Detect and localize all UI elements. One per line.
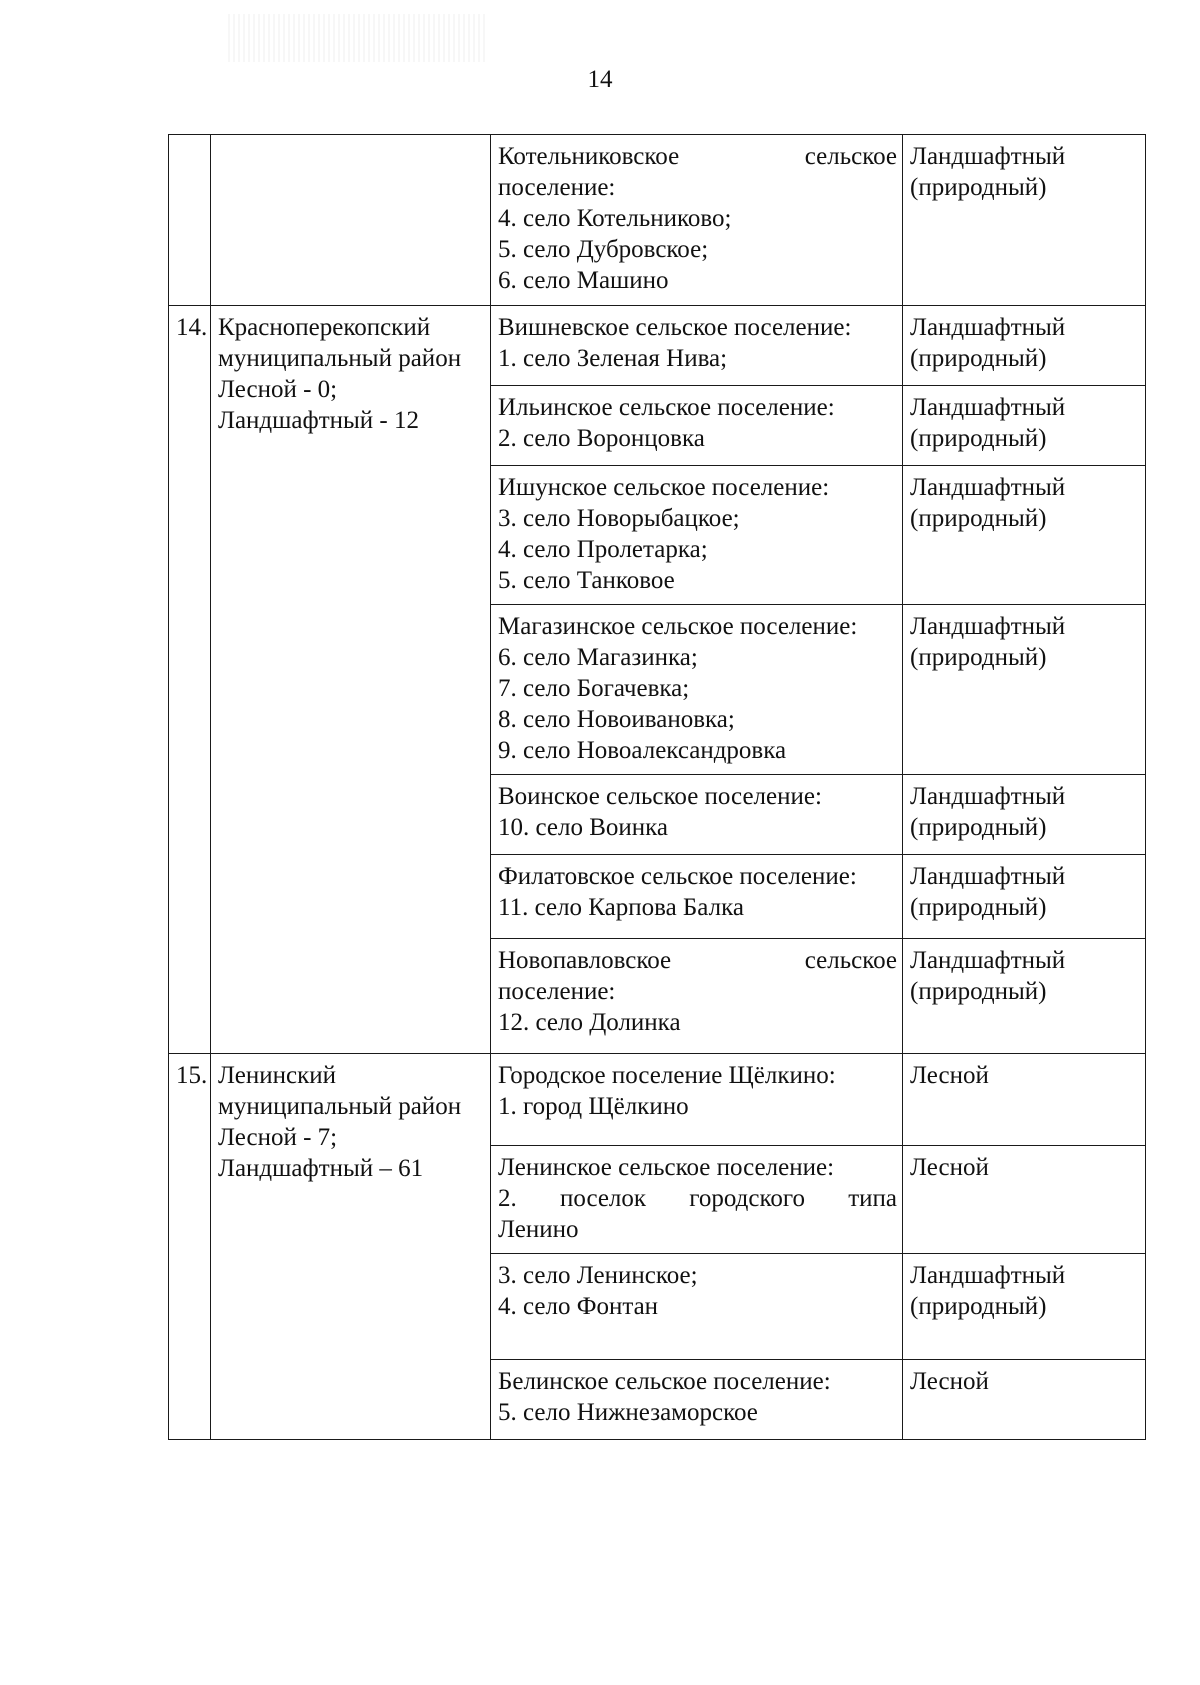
settlement-cell (491, 939, 903, 1054)
settlement-item: 6. село Магазинка; (498, 644, 698, 671)
type-cell (903, 135, 1146, 306)
settlement-head-cont: поселение: (498, 978, 616, 1005)
type-line: Ландшафтный (910, 474, 1066, 501)
settlement-head: Городское поселение Щёлкино: (498, 1062, 836, 1089)
settlement-head: Ишунское сельское поселение: (498, 474, 830, 501)
settlement-cell (491, 855, 903, 939)
settlement-item: 4. село Пролетарка; (498, 536, 708, 563)
row-number: 15. (169, 1054, 211, 1440)
settlement-item (498, 1183, 897, 1214)
settlement-head-cont: поселение: (498, 174, 616, 201)
district-line: Ленинский (218, 1062, 337, 1089)
settlement-cell (491, 306, 903, 386)
type-line: (природный) (910, 978, 1047, 1005)
district-line: Ландшафтный – 61 (218, 1155, 424, 1182)
settlement-item: 4. село Котельниково; (498, 205, 732, 232)
settlement-cell (491, 1146, 903, 1254)
district-line: муниципальный район (218, 1093, 462, 1120)
word: городского (689, 1185, 805, 1212)
settlement-item-cont: Ленино (498, 1216, 579, 1243)
settlement-cell (491, 775, 903, 855)
table-row (169, 135, 1146, 306)
settlement-head: Белинское сельское поселение: (498, 1368, 831, 1395)
type-cell (903, 466, 1146, 605)
word: 2. (498, 1185, 517, 1212)
type-cell (903, 1146, 1146, 1254)
type-cell (903, 1054, 1146, 1146)
type-line: Ландшафтный (910, 1262, 1066, 1289)
settlement-cell (491, 1360, 903, 1440)
settlement-item: 1. село Зеленая Нива; (498, 345, 728, 372)
settlement-cell (491, 135, 903, 306)
district-line: Красноперекопский (218, 314, 431, 341)
type-line: Ландшафтный (910, 613, 1066, 640)
type-line: (природный) (910, 505, 1047, 532)
word: Новопавловское (498, 947, 672, 974)
district-line: муниципальный район (218, 345, 462, 372)
row-number (169, 135, 211, 306)
word: сельское (804, 947, 897, 974)
type-cell (903, 605, 1146, 775)
word: сельское (804, 143, 897, 170)
type-cell (903, 306, 1146, 386)
settlement-item: 12. село Долинка (498, 1009, 681, 1036)
settlement-item: 11. село Карпова Балка (498, 894, 744, 921)
settlement-item: 3. село Ленинское; (498, 1262, 698, 1289)
type-line: Лесной (910, 1154, 989, 1181)
settlement-item: 6. село Машино (498, 267, 669, 294)
settlement-item: 5. село Нижнезаморское (498, 1399, 758, 1426)
type-line: Лесной (910, 1368, 989, 1395)
page-number: 14 (587, 66, 613, 93)
word: Котельниковское (498, 143, 680, 170)
settlement-head: Ильинское сельское поселение: (498, 394, 835, 421)
table-body (169, 135, 1146, 1440)
type-line: Ландшафтный (910, 783, 1066, 810)
type-line: (природный) (910, 814, 1047, 841)
type-line: Ландшафтный (910, 394, 1066, 421)
type-line: Ландшафтный (910, 143, 1066, 170)
type-line: (природный) (910, 425, 1047, 452)
type-line: (природный) (910, 1293, 1047, 1320)
district-cell (211, 306, 491, 1054)
word: поселок (559, 1185, 647, 1212)
settlement-cell (491, 1054, 903, 1146)
settlement-item: 1. город Щёлкино (498, 1093, 689, 1120)
type-cell (903, 855, 1146, 939)
settlement-item: 5. село Дубровское; (498, 236, 709, 263)
settlement-head: Магазинское сельское поселение: (498, 613, 858, 640)
district-cell (211, 1054, 491, 1440)
settlement-cell (491, 605, 903, 775)
settlements-table (168, 134, 1146, 1440)
type-cell (903, 386, 1146, 466)
type-line: (природный) (910, 174, 1047, 201)
district-line: Лесной - 7; (218, 1124, 338, 1151)
type-line: (природный) (910, 894, 1047, 921)
settlement-head: Воинское сельское поселение: (498, 783, 822, 810)
settlement-head (498, 945, 897, 976)
type-cell (903, 939, 1146, 1054)
type-line: (природный) (910, 345, 1047, 372)
table-row (169, 306, 1146, 386)
settlement-head (498, 141, 897, 172)
type-cell (903, 775, 1146, 855)
settlement-item: 7. село Богачевка; (498, 675, 690, 702)
table-row (169, 1054, 1146, 1146)
type-cell (903, 1254, 1146, 1360)
settlement-cell (491, 466, 903, 605)
settlement-item: 3. село Новорыбацкое; (498, 505, 740, 532)
district-line: Лесной - 0; (218, 376, 338, 403)
settlement-head: Вишневское сельское поселение: (498, 314, 852, 341)
settlement-item: 10. село Воинка (498, 814, 669, 841)
settlement-head: Ленинское сельское поселение: (498, 1154, 835, 1181)
word: типа (848, 1185, 897, 1212)
type-line: Ландшафтный (910, 947, 1066, 974)
settlement-item: 2. село Воронцовка (498, 425, 705, 452)
settlement-item: 4. село Фонтан (498, 1293, 659, 1320)
district-cell (211, 135, 491, 306)
settlement-cell (491, 386, 903, 466)
row-number: 14. (169, 306, 211, 1054)
settlement-head: Филатовское сельское поселение: (498, 863, 857, 890)
settlement-item: 8. село Новоивановка; (498, 706, 735, 733)
type-cell (903, 1360, 1146, 1440)
district-line: Ландшафтный - 12 (218, 407, 420, 434)
type-line: (природный) (910, 644, 1047, 671)
scan-artifact (228, 14, 488, 62)
settlement-item: 9. село Новоалександровка (498, 737, 787, 764)
type-line: Лесной (910, 1062, 989, 1089)
settlement-item: 5. село Танковое (498, 567, 675, 594)
type-line: Ландшафтный (910, 314, 1066, 341)
settlement-cell (491, 1254, 903, 1360)
type-line: Ландшафтный (910, 863, 1066, 890)
